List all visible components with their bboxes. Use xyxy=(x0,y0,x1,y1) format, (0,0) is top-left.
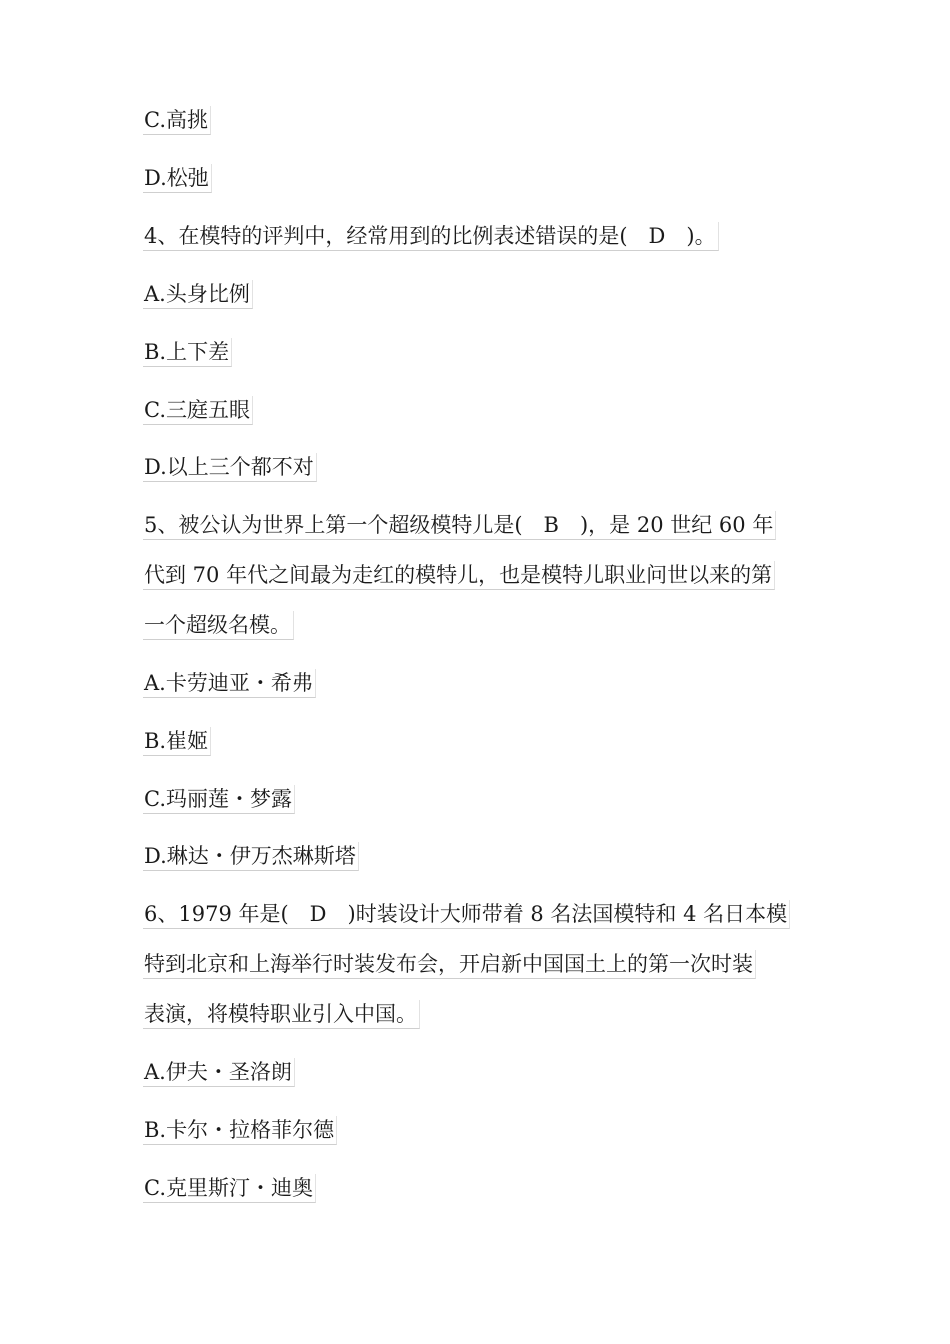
option-6c: C.克里斯汀・迪奥 xyxy=(143,1174,316,1203)
option-5b: B.崔姬 xyxy=(143,727,211,756)
question-5-line-1: 5、被公认为世界上第一个超级模特儿是( B )，是 20 世纪 60 年 xyxy=(143,511,776,540)
option-6b: B.卡尔・拉格菲尔德 xyxy=(143,1116,337,1145)
option-3d: D.松弛 xyxy=(143,164,212,193)
question-5-line-3: 一个超级名模。 xyxy=(143,611,294,640)
question-6-line-2: 特到北京和上海举行时装发布会，开启新中国国土上的第一次时装 xyxy=(143,950,756,979)
option-5a: A.卡劳迪亚・希弗 xyxy=(143,669,316,698)
option-5c: C.玛丽莲・梦露 xyxy=(143,785,295,814)
question-4: 4、在模特的评判中，经常用到的比例表述错误的是( D )。 xyxy=(143,222,719,251)
option-5d: D.琳达・伊万杰琳斯塔 xyxy=(143,842,359,871)
option-3c: C.高挑 xyxy=(143,106,211,135)
option-4b: B.上下差 xyxy=(143,338,232,367)
option-6a: A.伊夫・圣洛朗 xyxy=(143,1058,295,1087)
option-4a: A.头身比例 xyxy=(143,280,253,309)
question-5-line-2: 代到 70 年代之间最为走红的模特儿，也是模特儿职业问世以来的第 xyxy=(143,561,775,590)
question-6-line-1: 6、1979 年是( D )时装设计大师带着 8 名法国模特和 4 名日本模 xyxy=(143,900,790,929)
option-4c: C.三庭五眼 xyxy=(143,396,253,425)
question-6-line-3: 表演，将模特职业引入中国。 xyxy=(143,1000,420,1029)
option-4d: D.以上三个都不对 xyxy=(143,453,317,482)
